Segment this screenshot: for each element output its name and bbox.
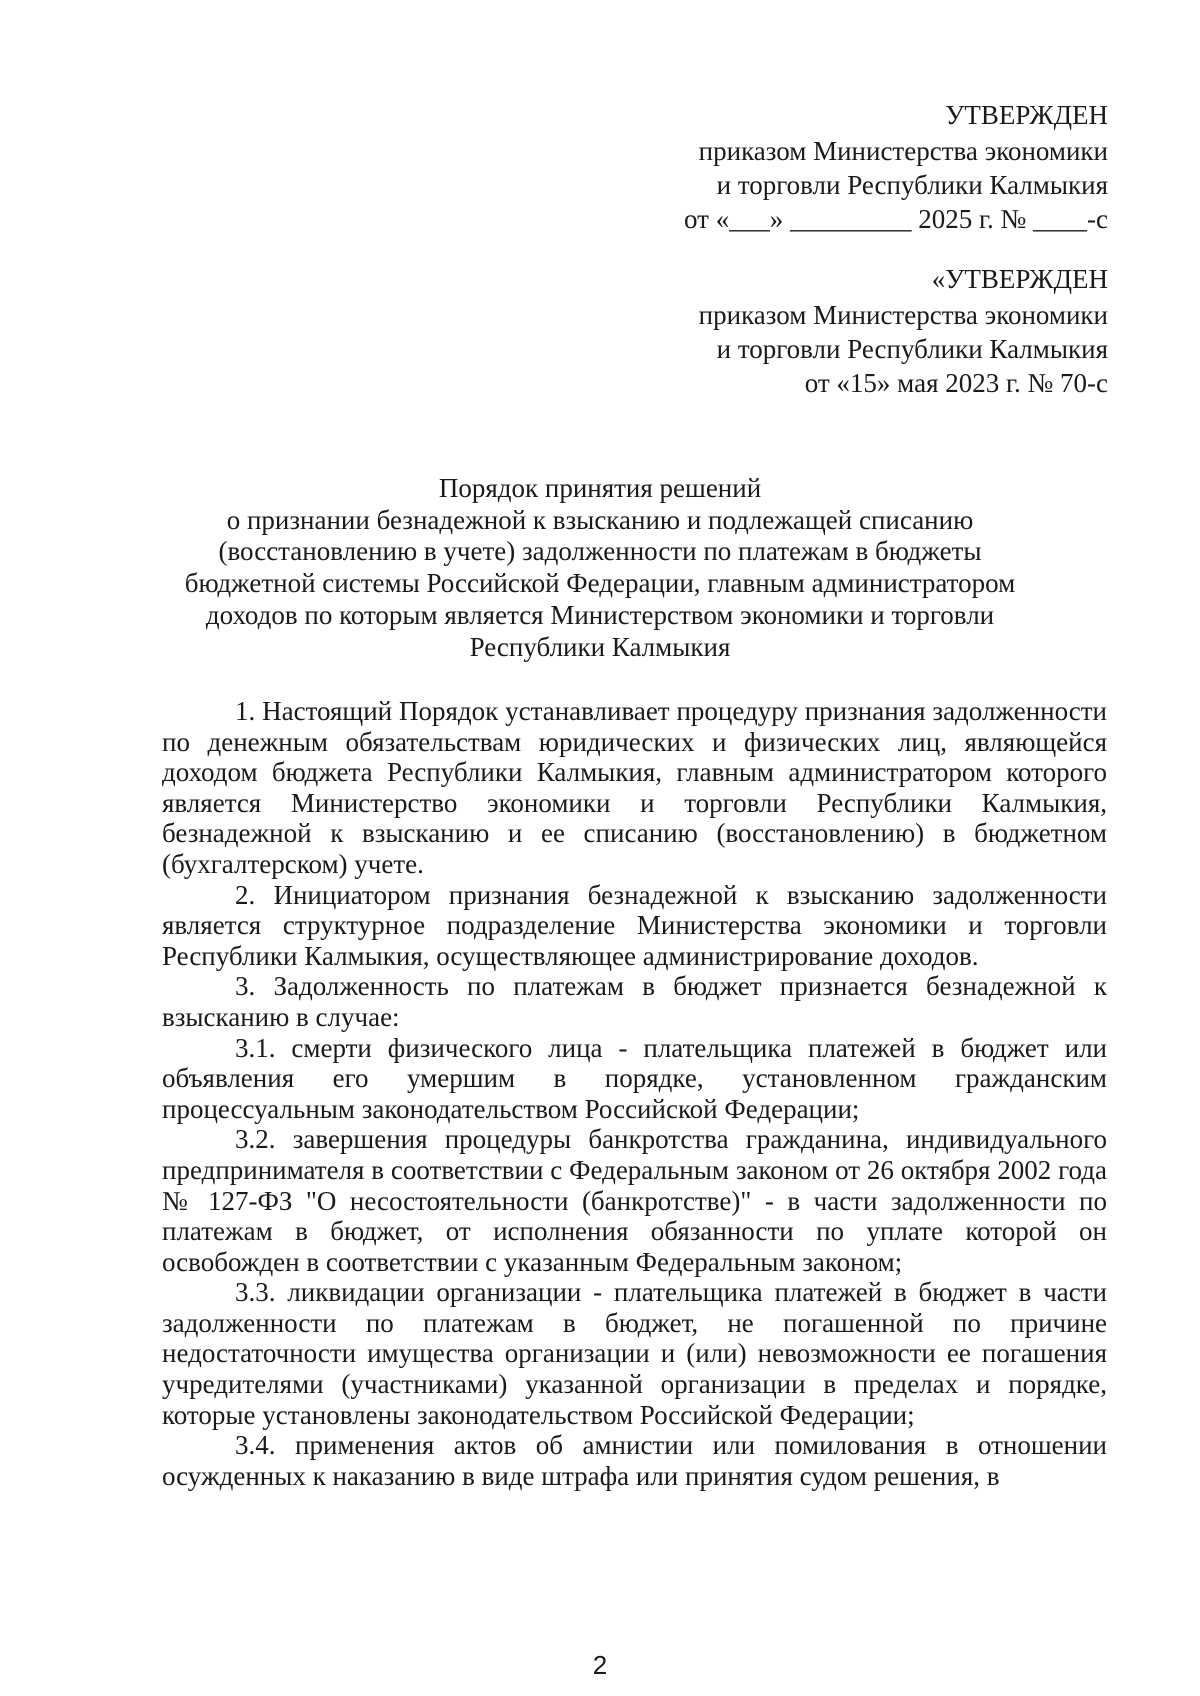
- approval-line: и торговли Республики Калмыкия: [716, 334, 1108, 364]
- approval-date-line: от «15» мая 2023 г. № 70-с: [804, 368, 1108, 398]
- approval-date-line: от «___» _________ 2025 г. № ____-с: [684, 204, 1108, 234]
- paragraph-3-2: 3.2. завершения процедуры банкротства гражданина, индивидуального предпринимателя в соответствии с Федеральным законом от 26 октября 2002 года № 127-ФЗ "О несостоятельности (банкротстве)" - в части задолженности по платежам в бюджет, от исполнения обязанности по уплате которой он освобожден в соответствии с указанным Федеральным законом;: [162, 1124, 1107, 1277]
- paragraph-3-4: 3.4. применения актов об амнистии или помилования в отношении осужденных к наказанию в виде штрафа или принятия судом решения, в: [162, 1430, 1107, 1491]
- approval-line: приказом Министерства экономики: [698, 136, 1108, 166]
- document-body: [162, 696, 1107, 1491]
- paragraph-3-1: 3.1. смерти физического лица - плательщика платежей в бюджет или объявления его умершим в порядке, установленном гражданским процессуальным законодательством Российской Федерации;: [162, 1032, 1107, 1124]
- title-line: бюджетной системы Российской Федерации, главным администратором: [184, 568, 1016, 599]
- title-line: (восстановлению в учете) задолженности по платежам в бюджеты: [218, 536, 982, 567]
- approval-block-current: [684, 98, 1108, 236]
- paragraph-1: 1. Настоящий Порядок устанавливает процедуру признания задолженности по денежным обязательствам юридических и физических лиц, являющейся доходом бюджета Республики Калмыкия, главным администратором которого является Министерство экономики и торговли Республики Калмыкия, безнадежной к взысканию и ее списанию (восстановлению) в бюджетном (бухгалтерском) учете.: [162, 696, 1107, 879]
- approval-title: «УТВЕРЖДЕН: [931, 264, 1108, 294]
- title-line: о признании безнадежной к взысканию и подлежащей списанию: [226, 504, 974, 535]
- title-line: Порядок принятия решений: [438, 473, 762, 503]
- title-line: Республики Калмыкия: [469, 631, 731, 662]
- approval-line: и торговли Республики Калмыкия: [716, 170, 1108, 200]
- paragraph-3: 3. Задолженность по платежам в бюджет признается безнадежной к взысканию в случае:: [162, 971, 1107, 1032]
- paragraph-3-3: 3.3. ликвидации организации - плательщика платежей в бюджет в части задолженности по платежам в бюджет, не погашенной по причине недостаточности имущества организации и (или) невозможности ее погашения учредителями (участниками) указанной организации в пределах и порядке, которые установлены законодательством Российской Федерации;: [162, 1277, 1107, 1430]
- document-title: [0, 473, 1200, 663]
- approval-title: УТВЕРЖДЕН: [945, 100, 1108, 130]
- approval-line: приказом Министерства экономики: [698, 300, 1108, 330]
- title-line: доходов по которым является Министерством экономики и торговли: [205, 599, 995, 630]
- paragraph-2: 2. Инициатором признания безнадежной к взысканию задолженности является структурное подразделение Министерства экономики и торговли Республики Калмыкия, осуществляющее администрирование доходов.: [162, 879, 1107, 971]
- page-number: 2: [592, 1650, 608, 1680]
- approval-block-previous: [699, 262, 1108, 400]
